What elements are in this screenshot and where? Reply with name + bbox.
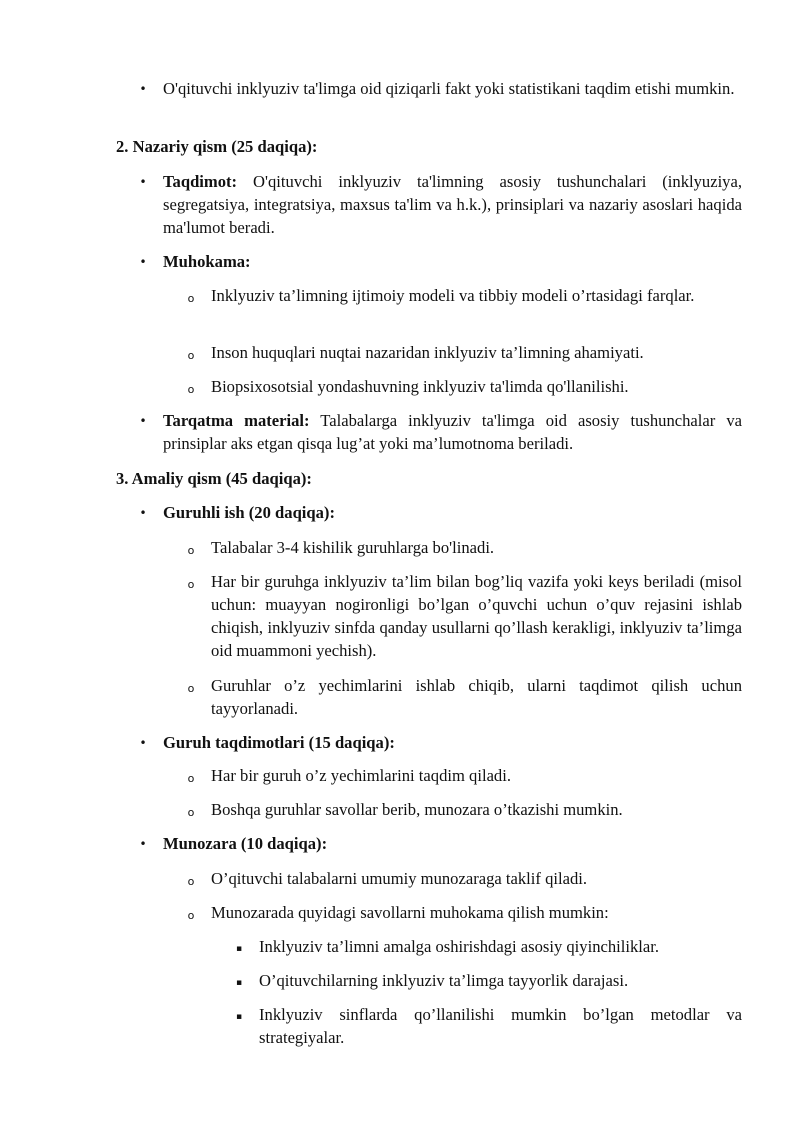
bullet-marker: •	[139, 255, 147, 269]
munozara-label: Munozara (10 daqiqa):	[163, 834, 328, 853]
muhokama-item: Inson huquqlari nuqtai nazaridan inklyuziv ta’limning ahamiyati.	[211, 343, 644, 362]
circle-marker: o	[187, 544, 195, 557]
circle-marker: o	[187, 772, 195, 785]
taqdimotlar-item: Har bir guruh o’z yechimlarini taqdim qiladi.	[211, 766, 511, 785]
circle-marker: o	[187, 292, 195, 305]
square-marker: ▪	[235, 1012, 243, 1022]
circle-marker: o	[187, 383, 195, 396]
circle-marker: o	[187, 875, 195, 888]
tarqatma-label: Tarqatma material:	[163, 411, 310, 430]
guruhli-ish-label: Guruhli ish (20 daqiqa):	[163, 503, 335, 522]
munozara-sub-item: Inklyuziv ta’limni amalga oshirishdagi asosiy qiyinchiliklar.	[259, 937, 660, 956]
circle-marker: o	[187, 349, 195, 362]
guruhli-item: Talabalar 3-4 kishilik guruhlarga bo'linadi.	[211, 538, 495, 557]
tarqatma-text: Talabalarga inklyuziv ta'limga oid asosiy tushunchalar va prinsiplar aks etgan qisqa lug’at yoki ma’lumotnoma beriladi.	[163, 411, 742, 453]
guruhli-item: Guruhlar o’z yechimlarini ishlab chiqib, ularni taqdimot qilish uchun tayyorlanadi.	[211, 676, 742, 718]
taqdimotlar-item: Boshqa guruhlar savollar berib, munozara o’tkazishi mumkin.	[211, 800, 623, 819]
munozara-item: Munozarada quyidagi savollarni muhokama qilish mumkin:	[211, 903, 609, 922]
bullet-marker: •	[139, 175, 147, 189]
munozara-sub-item: Inklyuziv sinflarda qo’llanilishi mumkin bo’lgan metodlar va strategiyalar.	[259, 1005, 742, 1047]
munozara-sub-item: O’qituvchilarning inklyuziv ta’limga tayyorlik darajasi.	[259, 971, 629, 990]
square-marker: ▪	[235, 978, 243, 988]
taqdimot-label: Taqdimot:	[163, 172, 238, 191]
circle-marker: o	[187, 682, 195, 695]
section-2-heading: 2. Nazariy qism (25 daqiqa):	[116, 137, 318, 156]
muhokama-label: Muhokama:	[163, 252, 251, 271]
section-3-heading: 3. Amaliy qism (45 daqiqa):	[116, 469, 312, 488]
taqdimot-text: O'qituvchi inklyuziv ta'limning asosiy tushunchalari (inklyuziya, segregatsiya, integratsiya, maxsus ta'lim va h.k.), prinsiplari va nazariy asoslari haqida ma'lumot beradi.	[163, 172, 742, 237]
circle-marker: o	[187, 909, 195, 922]
tarqatma-paragraph	[163, 409, 742, 455]
bullet-marker: •	[139, 506, 147, 520]
bullet-marker: •	[139, 837, 147, 851]
intro-fact: O'qituvchi inklyuziv ta'limga oid qiziqarli fakt yoki statistikani taqdim etishi mumkin.	[163, 79, 735, 98]
circle-marker: o	[187, 806, 195, 819]
bullet-marker: •	[139, 414, 147, 428]
circle-marker: o	[187, 578, 195, 591]
munozara-item: O’qituvchi talabalarni umumiy munozaraga taklif qiladi.	[211, 869, 588, 888]
muhokama-item: Inklyuziv ta’limning ijtimoiy modeli va tibbiy modeli o’rtasidagi farqlar.	[211, 286, 695, 305]
bullet-marker: •	[139, 82, 147, 96]
guruh-taqdimotlari-label: Guruh taqdimotlari (15 daqiqa):	[163, 733, 395, 752]
square-marker: ▪	[235, 944, 243, 954]
guruhli-item: Har bir guruhga inklyuziv ta’lim bilan bog’liq vazifa yoki keys beriladi (misol uchun: muayyan nogironligi bo’lgan o’quvchi uchun o’quv rejasini ishlab chiqish, inklyuziv sinfda qanday usullarni qo’llash kerakligi, inklyuziv ta’limga oid muammoni yechish).	[211, 572, 742, 660]
muhokama-item: Biopsixosotsial yondashuvning inklyuziv ta'limda qo'llanilishi.	[211, 377, 629, 396]
taqdimot-paragraph	[163, 170, 742, 239]
bullet-marker: •	[139, 736, 147, 750]
